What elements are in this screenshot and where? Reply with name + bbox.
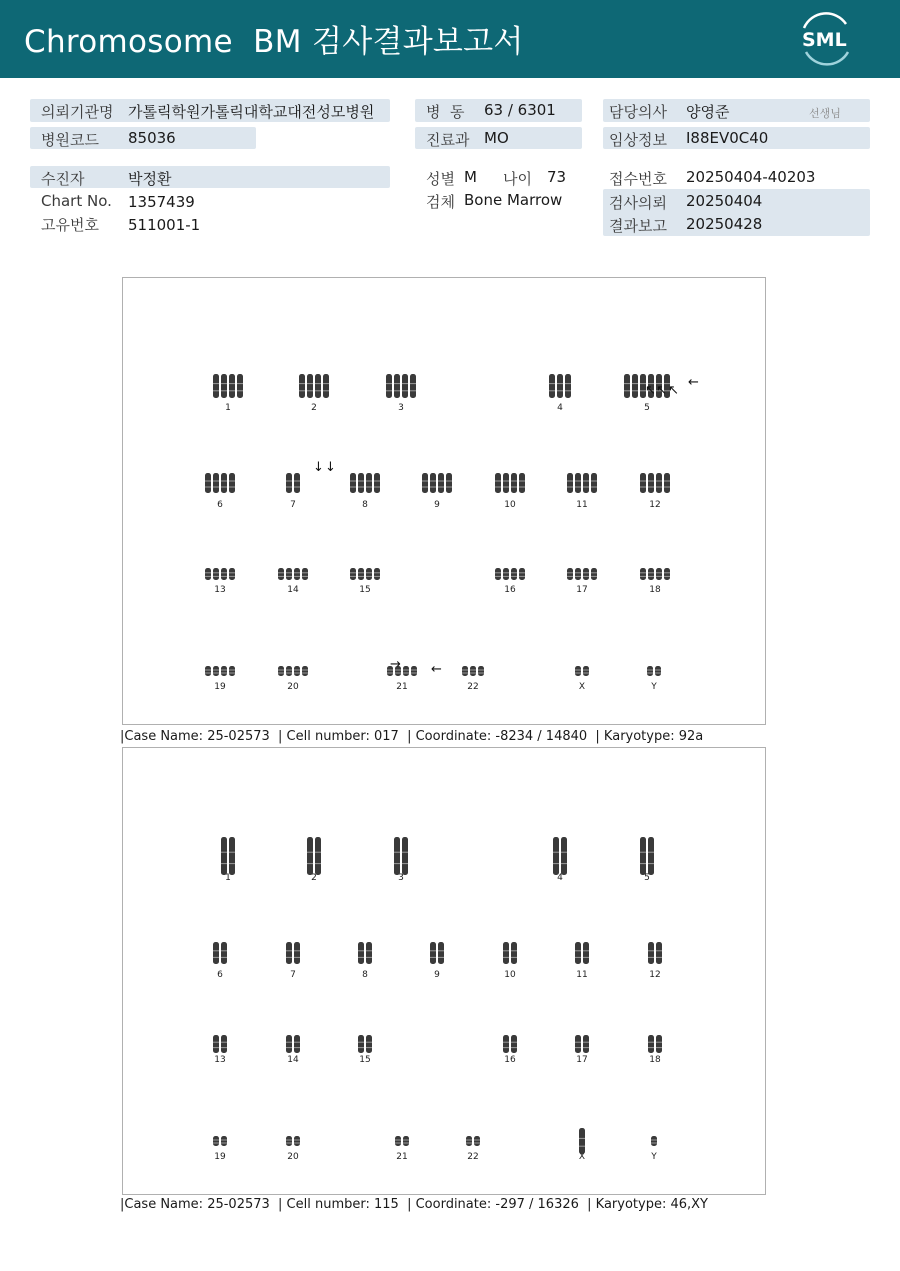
chromosome-label-8: 8: [362, 970, 368, 980]
chromosome-17: [575, 1035, 589, 1053]
chromosome-10: [495, 473, 525, 493]
chromosome-label-9: 9: [434, 970, 440, 980]
chromosome-15: [358, 1035, 372, 1053]
chromosome-label-11: 11: [576, 970, 588, 980]
report-title: Chromosome BM 검사결과보고서: [24, 24, 524, 60]
chromosome-13: [205, 568, 235, 580]
chromosome-1: [221, 837, 235, 875]
chromosome-label-15: 15: [359, 1055, 371, 1065]
chromosome-label-21: 21: [396, 682, 408, 692]
arrow-icon-2: ↖: [668, 383, 679, 398]
arrow-icon-0: ←: [688, 375, 699, 390]
chromosome-label-11: 11: [576, 500, 588, 510]
karyogram-1: [123, 278, 767, 726]
chromosome-label-6: 6: [217, 500, 223, 510]
ward-label: 병 동: [426, 103, 465, 121]
chromosome-label-9: 9: [434, 500, 440, 510]
chromosome-22: [462, 666, 484, 676]
chart-value: 1357439: [128, 193, 195, 211]
arrow-icon-6: →: [390, 657, 401, 672]
chromosome-label-Y: Y: [651, 682, 657, 692]
chromosome-18: [648, 1035, 662, 1053]
chromosome-label-4: 4: [557, 873, 563, 883]
unique-label: 고유번호: [41, 216, 99, 234]
department-label: 진료과: [426, 131, 470, 149]
chromosome-X: [575, 666, 589, 676]
chromosome-label-19: 19: [214, 682, 226, 692]
chromosome-6: [213, 942, 227, 964]
chromosome-X: [579, 1128, 585, 1154]
chromosome-label-10: 10: [504, 500, 516, 510]
chromosome-11: [575, 942, 589, 964]
clinical-label: 임상정보: [609, 131, 667, 149]
chromosome-15: [350, 568, 380, 580]
specimen-label: 검체: [426, 193, 455, 211]
receipt-value: 20250404-40203: [686, 168, 816, 186]
chromosome-label-X: X: [578, 682, 586, 692]
chromosome-19: [213, 1136, 227, 1146]
sex-label: 성별: [426, 170, 455, 188]
chromosome-label-6: 6: [217, 970, 223, 980]
chromosome-20: [278, 666, 308, 676]
chromosome-label-14: 14: [287, 1055, 299, 1065]
chromosome-label-22: 22: [467, 682, 479, 692]
arrow-icon-1: ↖: [656, 383, 667, 398]
hospital-code-label: 병원코드: [41, 131, 99, 149]
chromosome-label-16: 16: [504, 585, 516, 595]
arrow-icon-3: ↖: [645, 383, 656, 398]
chromosome-14: [286, 1035, 300, 1053]
chromosome-22: [466, 1136, 480, 1146]
age-label: 나이: [503, 170, 532, 188]
chromosome-1: [213, 374, 243, 398]
specimen-value: Bone Marrow: [464, 191, 563, 209]
chromosome-label-15: 15: [359, 585, 371, 595]
chromosome-4: [553, 837, 567, 875]
hospital-code-value: 85036: [128, 129, 176, 147]
chromosome-3: [386, 374, 416, 398]
chromosome-label-17: 17: [576, 585, 588, 595]
karyotype-image-2: [122, 747, 766, 1195]
receipt-label: 접수번호: [609, 170, 667, 188]
chromosome-label-3: 3: [398, 873, 404, 883]
karyogram-2: [123, 748, 767, 1196]
chromosome-label-19: 19: [214, 1152, 226, 1162]
chromosome-4: [549, 374, 571, 398]
chromosome-7: [286, 473, 300, 493]
chromosome-Y: [647, 666, 661, 676]
chromosome-label-20: 20: [287, 682, 299, 692]
sex-value: M: [464, 168, 477, 186]
chromosome-14: [278, 568, 308, 580]
sml-logo: [796, 12, 856, 66]
chromosome-18: [640, 568, 670, 580]
chromosome-Y: [651, 1136, 657, 1146]
report-value: 20250428: [686, 215, 763, 233]
chart-label: Chart No.: [41, 192, 112, 210]
doctor-suffix: 선생님: [809, 107, 841, 120]
chromosome-label-22: 22: [467, 1152, 479, 1162]
doctor-label: 담당의사: [609, 103, 667, 121]
chromosome-label-2: 2: [311, 873, 317, 883]
clinical-value: I88EV0C40: [686, 129, 769, 147]
chromosome-label-12: 12: [649, 500, 661, 510]
chromosome-21: [395, 1136, 409, 1146]
chromosome-17: [567, 568, 597, 580]
chromosome-label-7: 7: [290, 500, 296, 510]
chromosome-20: [286, 1136, 300, 1146]
chromosome-9: [430, 942, 444, 964]
chromosome-8: [358, 942, 372, 964]
arrow-icon-5: ↓: [325, 460, 336, 475]
report-label: 결과보고: [609, 217, 667, 235]
chromosome-label-18: 18: [649, 1055, 661, 1065]
chromosome-label-7: 7: [290, 970, 296, 980]
chromosome-label-3: 3: [398, 403, 404, 413]
age-value: 73: [547, 168, 567, 186]
ward-value: 63 / 6301: [484, 101, 556, 119]
chromosome-label-X: X: [578, 1152, 586, 1162]
chromosome-label-13: 13: [214, 1055, 226, 1065]
karyotype-caption-2: |Case Name: 25-02573 | Cell number: 115 | Coordinate: -297 / 16326 | Karyotype: 46,XY: [120, 1197, 708, 1212]
chromosome-label-13: 13: [214, 585, 226, 595]
chromosome-2: [299, 374, 329, 398]
chromosome-label-18: 18: [649, 585, 661, 595]
chromosome-label-1: 1: [225, 873, 231, 883]
chromosome-10: [503, 942, 517, 964]
chromosome-label-21: 21: [396, 1152, 408, 1162]
chromosome-label-20: 20: [287, 1152, 299, 1162]
request-value: 20250404: [686, 192, 763, 210]
chromosome-6: [205, 473, 235, 493]
chromosome-label-8: 8: [362, 500, 368, 510]
chromosome-label-10: 10: [504, 970, 516, 980]
arrow-icon-4: ↓: [313, 460, 324, 475]
chromosome-7: [286, 942, 300, 964]
chromosome-label-Y: Y: [651, 1152, 657, 1162]
chromosome-3: [394, 837, 408, 875]
request-label: 검사의뢰: [609, 194, 667, 212]
chromosome-19: [205, 666, 235, 676]
patient-value: 박정환: [128, 170, 172, 188]
chromosome-label-1: 1: [225, 403, 231, 413]
logo-text: SML: [802, 29, 847, 51]
chromosome-label-4: 4: [557, 403, 563, 413]
patient-label: 수진자: [41, 170, 85, 188]
institution-value: 가톨릭학원가톨릭대학교대전성모병원: [128, 103, 375, 121]
doctor-value: 양영준: [686, 103, 730, 121]
karyotype-caption-1: |Case Name: 25-02573 | Cell number: 017 | Coordinate: -8234 / 14840 | Karyotype: 92a: [120, 729, 704, 744]
chromosome-11: [567, 473, 597, 493]
chromosome-label-14: 14: [287, 585, 299, 595]
chromosome-9: [422, 473, 452, 493]
chromosome-label-5: 5: [644, 403, 650, 413]
chromosome-8: [350, 473, 380, 493]
chromosome-16: [503, 1035, 517, 1053]
unique-value: 511001-1: [128, 216, 201, 234]
chromosome-5: [640, 837, 654, 875]
chromosome-2: [307, 837, 321, 875]
chromosome-12: [648, 942, 662, 964]
report-header: [0, 0, 900, 78]
chromosome-13: [213, 1035, 227, 1053]
department-value: MO: [484, 129, 509, 147]
chromosome-label-16: 16: [504, 1055, 516, 1065]
karyotype-image-1: [122, 277, 766, 725]
institution-label: 의뢰기관명: [41, 103, 114, 121]
chromosome-label-2: 2: [311, 403, 317, 413]
arrow-icon-7: ←: [431, 662, 442, 677]
chromosome-label-12: 12: [649, 970, 661, 980]
chromosome-12: [640, 473, 670, 493]
chromosome-label-17: 17: [576, 1055, 588, 1065]
chromosome-16: [495, 568, 525, 580]
chromosome-label-5: 5: [644, 873, 650, 883]
